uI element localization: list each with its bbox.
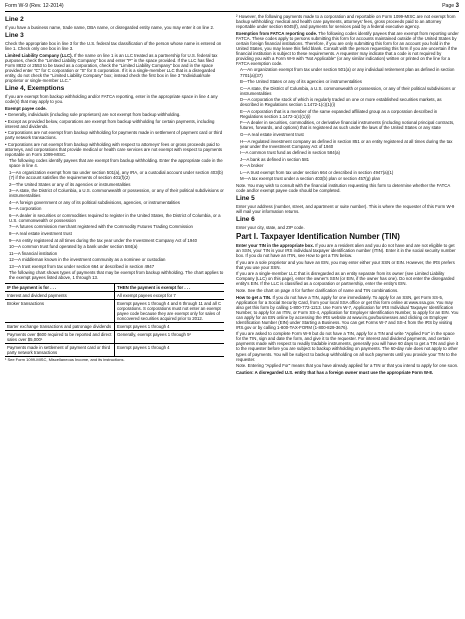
fatca-code: F—A dealer in securities, commodities, or derivative financial instruments (including notional principal contracts, futures, forwards, and options) that is registered as such under the laws of the United States or any state [240,120,455,131]
howto-text: If you do not have a TIN, apply for one immediately. To apply for an SSN, get Form SS-5, Application for a Social Security Card, from your local SSA office or get this form online at www.ssa.gov. You may also get this form by calling 1-800-772-1213. Use Form W-7, Application for IRS Individual Taxpayer Identification Number, to apply for an ITIN, or Form SS-4, Application for Employer Identification Number, to apply for an EIN. You can apply for an EIN online by accessing the IRS website at www.irs.gov/businesses and clicking on Employer Identification Number (EIN) under Starting a Business. You can get Forms W-7 and SS-4 from the IRS by visiting IRS.gov or by calling 1-800-TAX-FORM (1-800-829-3676). [236,294,459,330]
fatca-code: G—A real estate investment trust [240,131,304,137]
table-header: IF the payment is for . . . [5,284,115,292]
page-indicator [442,2,459,11]
exempt-code: 5—A corporation [9,206,42,212]
tin-text: If you are a resident alien and you do not have and are not eligible to get an SSN, your TIN is your IRS individual taxpayer identification number (ITIN). Enter it in the social security number box. If you do not have an ITIN, see How to get a TIN below. [236,243,456,259]
table-cell: Exempt payees 1 through 4 [115,323,225,331]
exempt-code: 6—A dealer in securities or commodities required to register in the United States, the District of Columbia, or a U.S. commonwealth or possession [9,212,221,223]
bullet-item: • Except as provided below, corporations are exempt from backup withholding for certain payments, including interest and dividends. [5,118,215,129]
howto-lead: How to get a TIN. [236,294,272,300]
exempt-code: 11—A financial institution [9,250,58,256]
left-column [5,14,224,364]
tin-llc: If you are a single-member LLC that is disregarded as an entity separate from its owner (see Limited Liability Company (LLC) on this page), enter the owner's SSN (or EIN, if the owner has one). Do not enter the disregarded entity's EIN. If the LLC is classified as a corporation or partnership, enter the entity's EIN. [236,271,455,287]
table-cell: All exempt payees except for 7 [115,292,225,300]
page-label: Page [442,3,455,9]
form-label: Form W-9 (Rev. 12-2014) [5,3,64,9]
applied-for-note: Note. Entering "Applied For" means that you have already applied for a TIN or that you intend to apply for one soon. [236,363,459,369]
line3-text: Check the appropriate box in line 3 for the U.S. federal tax classification of the person whose name is entered on line 1. Check only one box in line 3. [5,41,222,52]
fatca-code: J—A bank as defined in section 581 [240,156,310,162]
tin-paragraph [236,243,459,258]
bullet-item: • Corporations are not exempt from backup withholding with respect to attorneys' fees or gross proceeds paid to attorneys, and corporations that provide medical or health care services are not exempt with respect to payments reportable on Form 1099-MISC. [5,141,223,157]
line5-heading: Line 5 [236,194,255,202]
fatca-note: Note. You may wish to consult with the financial institution requesting this form to determine whether the FATCA code and/or exempt payee code should be completed. [236,182,451,193]
fatca-code: I—A common trust fund as defined in section 584(a) [240,150,340,156]
table-cell: Exempt payees 1 through 4 [115,344,225,357]
table-row [5,331,224,344]
exempt-code: 3—A state, the District of Columbia, a U.S. commonwealth or possession, or any of their political subdivisions or instrumentalities [9,188,224,199]
fatca-code: E—A corporation that is a member of the same expanded affiliated group as a corporation described in Regulations section 1.1472-1(c)(1)(i) [240,108,438,119]
exempt-code: 12—A middleman known in the investment community as a nominee or custodian [9,257,166,263]
tin-lead: Enter your TIN in the appropriate box. [236,243,314,249]
footnote-2: ² However, the following payments made to a corporation and reportable on Form 1099-MISC are not exempt from backup withholding: medical and health care payments, attorneys' fees, gross proceeds paid to an attorney reportable under section 6045(f), and payments for services paid by a federal executive agency. [236,14,456,30]
llc-text: If the name on line 1 is an LLC treated as a partnership for U.S. federal tax purposes, check the "Limited Liability Company" box and enter "P" in the space provided. If the LLC has filed Form 8832 or 2553 to be taxed as a corporation, check the "Limited Liability Company" box and in the space provided enter "C" for C corporation or "S" for S corporation. If it is a single-member LLC that is a disregarded entity, do not check the "Limited Liability Company" box; instead check the first box in line 3 "Individual/sole proprietor or single-member LLC." [5,52,218,83]
table-cell: Exempt payees 1 through 4 and 6 through 11 and all C corporations. S corporations must not enter an exempt payee code because they are exempt only for sales of noncovered securities acquired prior to 2012. [115,300,225,323]
table-row [5,323,224,331]
line2-heading: Line 2 [5,16,24,23]
table-cell: Generally, exempt payees 1 through 5² [115,331,225,344]
line5-text: Enter your address (number, street, and apartment or suite number). This is where the requester of this Form W-9 will mail your information returns. [236,203,455,214]
fatca-text: The following codes identify payees that are exempt from reporting under FATCA. These codes apply to persons submitting this form for accounts maintained outside of the United States by certain foreign financial institutions. Therefore, if you are only submitting this form for an account you hold in the United States, you may leave this field blank. Consult with the person requesting this form if you are uncertain if the financial institution is subject to these requirements. A requester may indicate that a code is not required by providing you with a Form W-9 with "Not Applicable" (or any similar indication) written or printed on the line for a FATCA exemption code. [236,30,459,66]
fatca-code: L—A trust exempt from tax under section 664 or described in section 4947(a)(1) [240,169,394,175]
fatca-paragraph [236,31,459,66]
table-cell: Barter exchange transactions and patronage dividends [5,323,115,331]
fatca-code: H—A regulated investment company as defined in section 851 or an entity registered at all times during the tax year under the Investment Company Act of 1940 [240,138,453,149]
table-cell: Interest and dividend payments [5,292,115,300]
line6-text: Enter your city, state, and ZIP code. [236,225,305,231]
line4-text: If you are exempt from backup withholding and/or FATCA reporting, enter in the appropriate space in line 4 any code(s) that may apply to you. [5,93,218,104]
footnote-1: ¹ See Form 1099-MISC, Miscellaneous Income, and its instructions. [5,357,125,363]
fatca-lead: Exemption from FATCA reporting code. [236,30,318,36]
tin-note: Note. See the chart on page 4 for further clarification of name and TIN combinations. [236,287,399,293]
table-header: THEN the payment is exempt for . . . [115,284,225,292]
fatca-code: C—A state, the District of Columbia, a U.S. commonwealth or possession, or any of their political subdivisions or instrumentalities [240,85,456,96]
fatca-code: M—A tax exempt trust under a section 403(b) plan or section 457(g) plan [240,176,381,182]
table-cell: Payments over $600 required to be reported and direct sales over $5,000¹ [5,331,115,344]
exempt-code: 2—The United States or any of its agencies or instrumentalities [9,181,131,187]
exempt-payment-table [5,283,224,357]
table-header-row [5,284,224,292]
table-row [5,300,224,323]
exempt-code: 8—A real estate investment trust [9,231,72,236]
fatca-code: K—A broker [240,163,264,169]
table-row [5,292,224,300]
fatca-code: B—The United States or any of its agencies or instrumentalities [240,79,362,85]
line3-llc-paragraph [5,53,224,83]
chart-intro: The following chart shows types of payments that may be exempt from backup withholding. The chart applies to the exempt payees listed above, 1 through 13. [9,270,224,281]
bullet-item: • Corporations are not exempt from backup withholding for payments made in settlement of payment card or third party network transactions. [5,130,223,141]
part1-heading: Part I. Taxpayer Identification Number (TIN) [236,232,400,242]
table-cell: Broker transactions [5,300,115,323]
exempt-code: 7—A futures commission merchant registered with the Commodity Futures Trading Commission [9,224,193,230]
exempt-code: 1—An organization exempt from tax under section 501(a), any IRA, or a custodial account under section 403(b)(7) if the account satisfies the requirements of section 401(f)(2) [9,170,223,181]
exempt-code: 9—An entity registered at all times during the tax year under the Investment Company Act of 1940 [9,237,198,243]
right-column [236,14,459,376]
exempt-code: 10—A common trust fund operated by a bank under section 584(a) [9,244,138,250]
bullet-item: • Generally, individuals (including sole proprietors) are not exempt from backup withholding. [5,112,181,118]
line6-heading: Line 6 [236,216,255,224]
page-number: 3 [455,3,459,9]
table-cell: Payments made in settlement of payment card or third party network transactions [5,344,115,357]
line3-heading: Line 3 [5,32,24,40]
tin-sole-proprietor: If you are a sole proprietor and you have an EIN, you may enter either your SSN or EIN. However, the IRS prefers that you use your SSN. [236,259,455,270]
line2-text: If you have a business name, trade name, DBA name, or disregarded entity name, you may enter it on line 2. [5,25,215,30]
line4-heading: Line 4, Exemptions [5,84,65,92]
exempt-code: 4—A foreign government or any of its political subdivisions, agencies, or instrumentalities [9,199,180,205]
page-header [5,2,459,12]
fatca-code: A—An organization exempt from tax under section 501(a) or any individual retirement plan as defined in section 7701(a)(37) [240,67,455,78]
applied-for-text: If you are asked to complete Form W-9 but do not have a TIN, apply for a TIN and write "Applied For" in the space for the TIN, sign and date the form, and give it to the requester. For interest and dividend payments, and certain payments made with respect to readily tradable instruments, generally you will have 60 days to get a TIN and give it to the requester before you are subject to backup withholding on payments. The 60-day rule does not apply to other types of payments. You will be subject to backup withholding on all such payments until you provide your TIN to the requester. [236,331,459,362]
fatca-code: D—A corporation the stock of which is regularly traded on one or more established securities markets, as described in Regulations section 1.1472-1(c)(1)(i) [240,97,442,108]
codes-intro: The following codes identify payees that are exempt from backup withholding. Enter the appropriate code in the space in line 4. [9,158,223,169]
table-row [5,344,224,357]
exempt-code: 13—A trust exempt from tax under section 664 or described in section 4947 [9,263,155,269]
llc-lead: Limited Liability Company (LLC). [5,52,73,58]
exempt-payee-heading: Exempt payee code. [5,105,47,111]
howto-paragraph [236,295,459,330]
caution-text: Caution: A disregarded U.S. entity that has a foreign owner must use the appropriate Form W-8. [236,369,434,375]
